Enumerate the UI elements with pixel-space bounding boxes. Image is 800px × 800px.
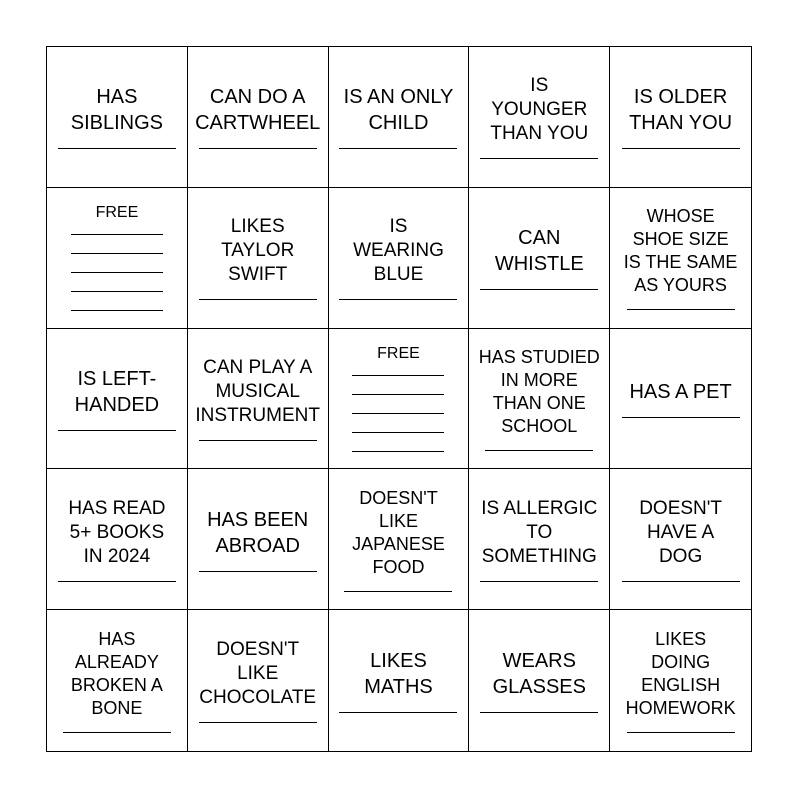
signature-line bbox=[352, 432, 444, 433]
signature-line bbox=[352, 451, 444, 452]
bingo-card bbox=[46, 46, 752, 752]
signature-line bbox=[627, 732, 735, 733]
signature-line bbox=[485, 450, 593, 451]
bingo-cell bbox=[610, 610, 751, 751]
signature-line bbox=[480, 712, 598, 713]
signature-line bbox=[199, 571, 317, 572]
bingo-prompt: IS WEARING BLUE bbox=[353, 216, 444, 286]
bingo-cell-free bbox=[47, 188, 188, 329]
signature-line bbox=[199, 440, 317, 441]
bingo-prompt: IS LEFT- HANDED bbox=[74, 367, 160, 416]
signature-line bbox=[58, 148, 176, 149]
bingo-prompt: IS ALLERGIC TO SOMETHING bbox=[481, 497, 598, 567]
signature-line bbox=[622, 417, 740, 418]
signature-line bbox=[58, 581, 176, 582]
bingo-cell bbox=[469, 47, 610, 188]
signature-line bbox=[344, 591, 452, 592]
signature-line bbox=[352, 413, 444, 414]
bingo-cell bbox=[329, 610, 470, 751]
free-space-label: FREE bbox=[377, 344, 420, 362]
signature-line bbox=[627, 309, 735, 310]
signature-line bbox=[71, 272, 163, 273]
free-space-label: FREE bbox=[95, 204, 139, 222]
bingo-cell bbox=[47, 47, 188, 188]
bingo-prompt: HAS READ 5+ BOOKS IN 2024 bbox=[68, 497, 166, 567]
signature-line bbox=[63, 732, 171, 733]
bingo-cell bbox=[469, 329, 610, 470]
bingo-prompt: CAN PLAY A MUSICAL INSTRUMENT bbox=[195, 356, 320, 426]
bingo-cell bbox=[610, 329, 751, 470]
bingo-cell bbox=[188, 610, 329, 751]
bingo-prompt: LIKES TAYLOR SWIFT bbox=[221, 216, 295, 286]
bingo-prompt: DOESN'T LIKE CHOCOLATE bbox=[199, 639, 317, 709]
signature-line bbox=[199, 722, 317, 723]
bingo-cell bbox=[610, 47, 751, 188]
bingo-cell bbox=[469, 469, 610, 610]
signature-line bbox=[71, 310, 163, 311]
signature-line bbox=[480, 158, 598, 159]
bingo-prompt: WEARS GLASSES bbox=[492, 650, 586, 699]
signature-line bbox=[339, 712, 457, 713]
bingo-cell bbox=[469, 610, 610, 751]
bingo-prompt: HAS BEEN ABROAD bbox=[207, 508, 309, 557]
signature-line bbox=[71, 253, 163, 254]
bingo-prompt: LIKES DOING ENGLISH HOMEWORK bbox=[625, 629, 736, 719]
bingo-cell bbox=[188, 188, 329, 329]
signature-line bbox=[71, 234, 163, 235]
bingo-cell bbox=[188, 329, 329, 470]
bingo-cell bbox=[329, 188, 470, 329]
bingo-cell bbox=[47, 329, 188, 470]
bingo-cell bbox=[188, 469, 329, 610]
signature-line bbox=[622, 581, 740, 582]
bingo-prompt: IS OLDER THAN YOU bbox=[629, 86, 733, 135]
bingo-cell bbox=[188, 47, 329, 188]
bingo-cell bbox=[610, 469, 751, 610]
bingo-prompt: HAS ALREADY BROKEN A BONE bbox=[70, 629, 163, 719]
bingo-prompt: LIKES MATHS bbox=[364, 650, 433, 699]
signature-line bbox=[352, 375, 444, 376]
bingo-prompt: CAN DO A CARTWHEEL bbox=[195, 86, 321, 135]
signature-line bbox=[480, 289, 598, 290]
signature-line bbox=[199, 299, 317, 300]
signature-line bbox=[480, 581, 598, 582]
signature-line bbox=[339, 299, 457, 300]
signature-line bbox=[71, 291, 163, 292]
bingo-cell bbox=[47, 610, 188, 751]
bingo-prompt: HAS SIBLINGS bbox=[70, 86, 164, 135]
signature-line bbox=[199, 148, 317, 149]
bingo-prompt: HAS A PET bbox=[629, 380, 732, 403]
bingo-cell bbox=[329, 469, 470, 610]
bingo-cell-free bbox=[329, 329, 470, 470]
bingo-prompt: IS YOUNGER THAN YOU bbox=[490, 75, 589, 145]
signature-line bbox=[58, 430, 176, 431]
signature-line bbox=[339, 148, 457, 149]
bingo-prompt: DOESN'T LIKE JAPANESE FOOD bbox=[352, 487, 445, 577]
bingo-cell bbox=[329, 47, 470, 188]
signature-line bbox=[352, 394, 444, 395]
bingo-prompt: CAN WHISTLE bbox=[494, 227, 584, 276]
signature-line bbox=[622, 148, 740, 149]
bingo-cell bbox=[610, 188, 751, 329]
bingo-prompt: DOESN'T HAVE A DOG bbox=[639, 497, 722, 567]
bingo-prompt: IS AN ONLY CHILD bbox=[343, 86, 454, 135]
bingo-cell bbox=[469, 188, 610, 329]
bingo-cell bbox=[47, 469, 188, 610]
bingo-prompt: HAS STUDIED IN MORE THAN ONE SCHOOL bbox=[478, 346, 600, 436]
bingo-prompt: WHOSE SHOE SIZE IS THE SAME AS YOURS bbox=[623, 206, 738, 296]
